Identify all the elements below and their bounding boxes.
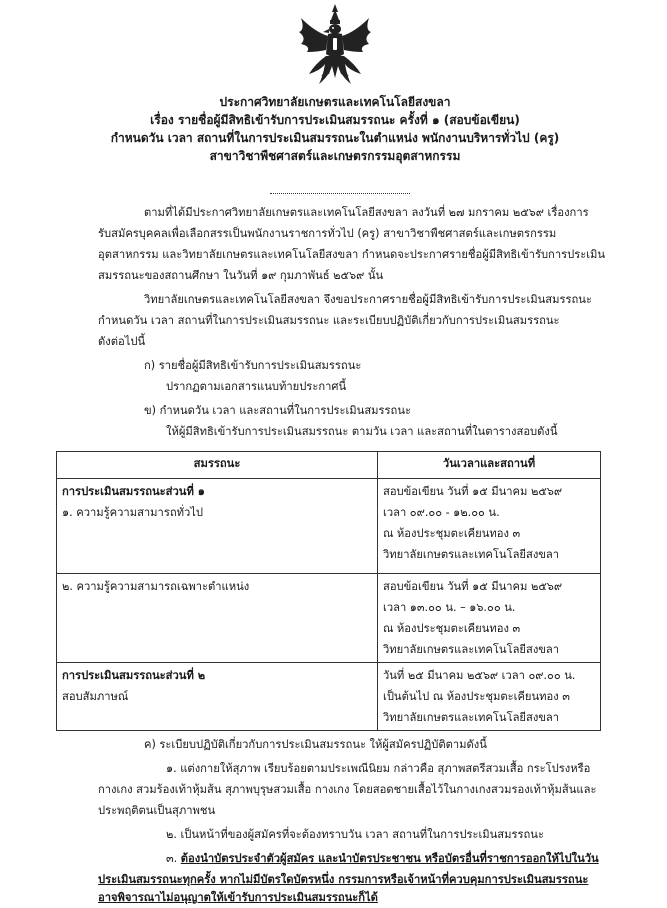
item-b-title: ข) กำหนดวัน เวลา และสถานที่ในการประเมินสมรรถนะ — [144, 404, 411, 417]
datetime-cell — [378, 663, 601, 731]
rule-3-line-1 — [166, 848, 599, 869]
item-b-detail: ให้ผู้มีสิทธิเข้ารับการประเมินสมรรถนะ ตามวัน เวลา และสถานที่ในตารางสอบดังนี้ — [166, 425, 558, 438]
header-line-2: เรื่อง รายชื่อผู้มีสิทธิเข้ารับการประเมินสมรรถนะ ครั้งที่ ๑ (สอบข้อเขียน) — [150, 113, 520, 127]
schedule-text: วันที่ ๒๕ มีนาคม ๒๕๖๙ เวลา ๐๙.๐๐ น. — [383, 669, 576, 682]
schedule-text: วิทยาลัยเกษตรและเทคโนโลยีสงขลา — [383, 548, 560, 561]
intro-line-1: ตามที่ได้มีประกาศวิทยาลัยเกษตรและเทคโนโลยีสงขลา ลงวันที่ ๒๗ มกราคม ๒๕๖๙ เรื่องการ — [144, 206, 589, 219]
rule-1-line-3: ประพฤติตนเป็นสุภาพชน — [98, 804, 216, 817]
item-a-title: ก) รายชื่อผู้มีสิทธิเข้ารับการประเมินสมรรถนะ — [144, 359, 362, 372]
table-row — [57, 663, 601, 731]
schedule-text: สอบข้อเขียน วันที่ ๑๕ มีนาคม ๒๕๖๙ — [383, 580, 563, 593]
para2-line-2: กำหนดวัน เวลา สถานที่ในการประเมินสมรรถนะ และระเบียบปฏิบัติเกี่ยวกับการประเมินสมรรถนะ — [98, 314, 560, 327]
schedule-text: เป็นต้นไป ณ ห้องประชุมตะเคียนทอง ๓ — [383, 690, 570, 703]
competency-item: ๑. ความรู้ความสามารถทั่วไป — [62, 506, 204, 519]
item-c-title: ค) ระเบียบปฏิบัติเกี่ยวกับการประเมินสมรรถนะ ให้ผู้สมัครปฏิบัติตามดังนี้ — [144, 738, 487, 751]
rule-1-line-1: ๑. แต่งกายให้สุภาพ เรียบร้อยตามประเพณีนิยม กล่าวคือ สุภาพสตรีสวมเสื้อ กระโปรงหรือ — [166, 762, 591, 775]
header-line-4: สาขาวิชาพืชศาสตร์และเกษตรกรรมอุตสาหกรรม — [209, 149, 461, 163]
rule-2: ๒. เป็นหน้าที่ของผู้สมัครที่จะต้องทราบวัน เวลา สถานที่ในการประเมินสมรรถนะ — [166, 828, 544, 841]
schedule-text: ณ ห้องประชุมตะเคียนทอง ๓ — [383, 622, 521, 635]
section-1-label: การประเมินสมรรถนะส่วนที่ ๑ — [62, 485, 205, 498]
datetime-cell — [378, 574, 601, 663]
intro-line-3: อุตสาหกรรม และวิทยาลัยเกษตรและเทคโนโลยีสงขลา กำหนดจะประกาศรายชื่อผู้มีสิทธิเข้ารับการประเมิน — [98, 248, 606, 261]
schedule-text: วิทยาลัยเกษตรและเทคโนโลยีสงขลา — [383, 711, 560, 724]
para2-line-3: ดังต่อไปนี้ — [98, 335, 146, 348]
schedule-text: ณ ห้องประชุมตะเคียนทอง ๓ — [383, 527, 521, 540]
rule-3-number: ๓. — [166, 852, 181, 865]
schedule-table — [56, 451, 601, 731]
garuda-emblem-icon — [295, 2, 375, 94]
rule-1-line-2: กางเกง สวมร้องเท้าหุ้มส้น สุภาพบุรุษสวมเสื้อ กางเกง โดยสอดชายเสื้อไว้ในกางเกงสวมรองเท้าหุ้มส้นและ — [98, 783, 597, 796]
header-dotted-divider — [270, 193, 410, 194]
competency-cell — [57, 479, 378, 574]
competency-cell — [57, 663, 378, 731]
rule-3-text: ต้องนำบัตรประจำตัวผู้สมัคร และนำบัตรประชาชน หรือบัตรอื่นที่ราชการออกให้ไปในวัน — [180, 852, 599, 865]
section-2-label: การประเมินสมรรถนะส่วนที่ ๒ — [62, 669, 206, 682]
header-datetime: วันเวลาและสถานที่ — [378, 452, 601, 479]
intro-line-4: สมรรถนะของสถานศึกษา ในวันที่ ๑๙ กุมภาพันธ์ ๒๕๖๙ นั้น — [98, 269, 384, 282]
competency-item: สอบสัมภาษณ์ — [62, 690, 129, 703]
item-a-detail: ปรากฏตามเอกสารแนบท้ายประกาศนี้ — [166, 380, 347, 393]
schedule-text: สอบข้อเขียน วันที่ ๑๕ มีนาคม ๒๕๖๙ — [383, 485, 563, 498]
rule-3-line-3: อาจพิจารณาไม่อนุญาตให้เข้ารับการประเมินสมรรถนะก็ได้ — [98, 891, 378, 904]
table-row — [57, 479, 601, 574]
intro-line-2: รับสมัครบุคคลเพื่อเลือกสรรเป็นพนักงานราชการทั่วไป (ครู) สาขาวิชาพืชศาสตร์และเกษตรกรรม — [98, 227, 557, 240]
header-line-1: ประกาศวิทยาลัยเกษตรและเทคโนโลยีสงขลา — [219, 95, 451, 109]
schedule-text: เวลา ๐๙.๐๐ - ๑๒.๐๐ น. — [383, 506, 500, 519]
table-header-row — [57, 452, 601, 479]
schedule-text: วิทยาลัยเกษตรและเทคโนโลยีสงขลา — [383, 643, 560, 656]
header-competency: สมรรถนะ — [57, 452, 378, 479]
header-line-3: กำหนดวัน เวลา สถานที่ในการประเมินสมรรถนะในตำแหน่ง พนักงานบริหารทั่วไป (ครู) — [110, 131, 560, 145]
rule-3-line-2: ประเมินสมรรถนะทุกครั้ง หากไม่มีบัตรใดบัตรหนึ่ง กรรมการหรือเจ้าหน้าที่ควบคุมการประเมินสมรรถนะ — [98, 873, 589, 886]
competency-cell — [57, 574, 378, 663]
table-row — [57, 574, 601, 663]
para2-line-1: วิทยาลัยเกษตรและเทคโนโลยีสงขลา จึงขอประกาศรายชื่อผู้มีสิทธิเข้ารับการประเมินสมรรถนะ — [144, 293, 592, 306]
datetime-cell — [378, 479, 601, 574]
schedule-text: เวลา ๑๓.๐๐ น. – ๑๖.๐๐ น. — [383, 601, 516, 614]
competency-item: ๒. ความรู้ความสามารถเฉพาะตำแหน่ง — [62, 580, 250, 593]
